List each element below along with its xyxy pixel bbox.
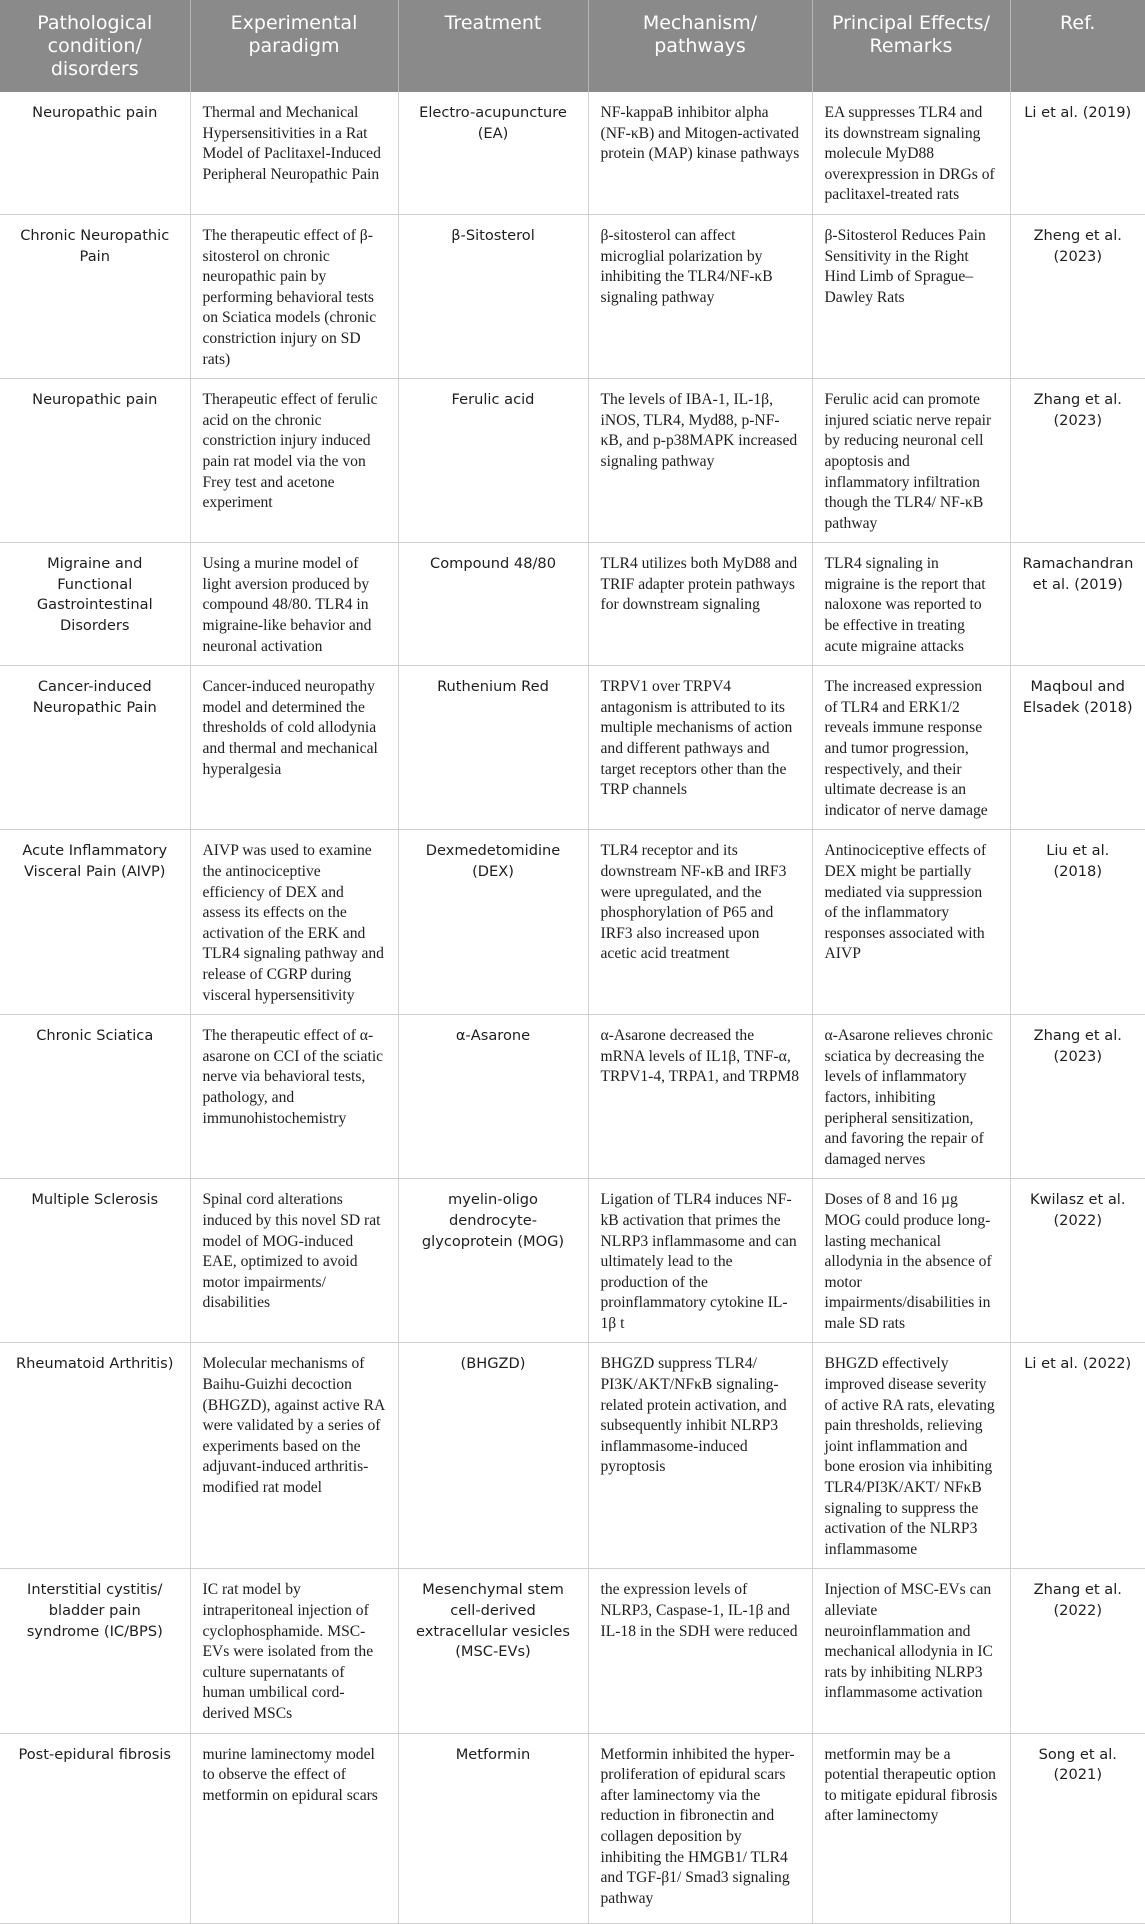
cell-effects: The increased expression of TLR4 and ERK1/2 reveals immune response and tumor progression, respectively, and their ultimate decrease is an indicator of nerve damage [812, 666, 1010, 830]
table-row [0, 543, 1145, 666]
cell-mechanism: The levels of IBA-1, IL-1β, iNOS, TLR4, Myd88, p-NF-κB, and p-p38MAPK increased signaling pathway [588, 379, 812, 543]
cell-treatment: myelin-oligo dendrocyte-glycoprotein (MOG) [398, 1179, 588, 1343]
cell-condition: Multiple Sclerosis [0, 1179, 190, 1343]
cell-condition: Rheumatoid Arthritis) [0, 1343, 190, 1569]
table-row [0, 1569, 1145, 1733]
cell-mechanism: TRPV1 over TRPV4 antagonism is attributed to its multiple mechanisms of action and different pathways and target receptors other than the TRP channels [588, 666, 812, 830]
table-row [0, 1179, 1145, 1343]
cell-ref: Zheng et al. (2023) [1010, 214, 1145, 378]
cell-mechanism: Metformin inhibited the hyper-proliferation of epidural scars after laminectomy via the reduction in fibronectin and collagen deposition by inhibiting the HMGB1/ TLR4 and TGF-β1/ Smad3 signaling pathway [588, 1733, 812, 1923]
cell-condition: Neuropathic pain [0, 92, 190, 214]
table-row [0, 92, 1145, 214]
cell-paradigm: Molecular mechanisms of Baihu-Guizhi decoction (BHGZD), against active RA were validated by a series of experiments based on the adjuvant-induced arthritis-modified rat model [190, 1343, 398, 1569]
cell-condition: Interstitial cystitis/ bladder pain syndrome (IC/BPS) [0, 1569, 190, 1733]
cell-effects: Doses of 8 and 16 µg MOG could produce long-lasting mechanical allodynia in the absence of motor impairments/disabilities in male SD rats [812, 1179, 1010, 1343]
cell-ref: Zhang et al. (2022) [1010, 1569, 1145, 1733]
cell-ref: Li et al. (2022) [1010, 1343, 1145, 1569]
header-effects: Principal Effects/ Remarks [812, 0, 1010, 92]
cell-ref: Li et al. (2019) [1010, 92, 1145, 214]
cell-paradigm: The therapeutic effect of β-sitosterol on chronic neuropathic pain by performing behavioral tests on Sciatica models (chronic constriction injury on SD rats) [190, 214, 398, 378]
cell-ref: Kwilasz et al. (2022) [1010, 1179, 1145, 1343]
cell-condition: Migraine and Functional Gastrointestinal Disorders [0, 543, 190, 666]
cell-paradigm: Spinal cord alterations induced by this novel SD rat model of MOG-induced EAE, optimized to avoid motor impairments/ disabilities [190, 1179, 398, 1343]
table-row [0, 1343, 1145, 1569]
cell-treatment: α-Asarone [398, 1015, 588, 1179]
cell-condition: Post-epidural fibrosis [0, 1733, 190, 1923]
cell-ref: Ramachandran et al. (2019) [1010, 543, 1145, 666]
cell-treatment: Electro-acupuncture (EA) [398, 92, 588, 214]
header-row [0, 0, 1145, 92]
cell-mechanism: TLR4 utilizes both MyD88 and TRIF adapter protein pathways for downstream signaling [588, 543, 812, 666]
cell-mechanism: the expression levels of NLRP3, Caspase-1, IL-1β and IL-18 in the SDH were reduced [588, 1569, 812, 1733]
cell-ref: Zhang et al. (2023) [1010, 1015, 1145, 1179]
cell-condition: Cancer-induced Neuropathic Pain [0, 666, 190, 830]
header-condition: Pathological condition/ disorders [0, 0, 190, 92]
cell-effects: EA suppresses TLR4 and its downstream signaling molecule MyD88 overexpression in DRGs of paclitaxel-treated rats [812, 92, 1010, 214]
header-treatment: Treatment [398, 0, 588, 92]
cell-condition: Acute Inflammatory Visceral Pain (AIVP) [0, 830, 190, 1015]
table-row [0, 1015, 1145, 1179]
cell-effects: Ferulic acid can promote injured sciatic nerve repair by reducing neuronal cell apoptosis and inflammatory infiltration though the TLR4/ NF-κB pathway [812, 379, 1010, 543]
header-ref: Ref. [1010, 0, 1145, 92]
cell-mechanism: BHGZD suppress TLR4/ PI3K/AKT/NFκB signaling-related protein activation, and subsequently inhibit NLRP3 inflammasome-induced pyroptosis [588, 1343, 812, 1569]
table-row [0, 1733, 1145, 1923]
cell-effects: metformin may be a potential therapeutic option to mitigate epidural fibrosis after laminectomy [812, 1733, 1010, 1923]
cell-paradigm: Using a murine model of light aversion produced by compound 48/80. TLR4 in migraine-like behavior and neuronal activation [190, 543, 398, 666]
cell-treatment: Ruthenium Red [398, 666, 588, 830]
cell-effects: TLR4 signaling in migraine is the report that naloxone was reported to be effective in treating acute migraine attacks [812, 543, 1010, 666]
cell-effects: α-Asarone relieves chronic sciatica by decreasing the levels of inflammatory factors, inhibiting peripheral sensitization, and favoring the repair of damaged nerves [812, 1015, 1010, 1179]
cell-paradigm: Therapeutic effect of ferulic acid on the chronic constriction injury induced pain rat model via the von Frey test and acetone experiment [190, 379, 398, 543]
cell-ref: Liu et al. (2018) [1010, 830, 1145, 1015]
cell-ref: Song et al. (2021) [1010, 1733, 1145, 1923]
cell-paradigm: AIVP was used to examine the antinociceptive efficiency of DEX and assess its effects on the activation of the ERK and TLR4 signaling pathway and release of CGRP during visceral hypersensitivity [190, 830, 398, 1015]
cell-mechanism: TLR4 receptor and its downstream NF-κB and IRF3 were upregulated, and the phosphorylation of P65 and IRF3 also increased upon acetic acid treatment [588, 830, 812, 1015]
cell-treatment: Metformin [398, 1733, 588, 1923]
cell-mechanism: β-sitosterol can affect microglial polarization by inhibiting the TLR4/NF-κB signaling pathway [588, 214, 812, 378]
cell-effects: Injection of MSC-EVs can alleviate neuroinflammation and mechanical allodynia in IC rats by inhibiting NLRP3 inflammasome activation [812, 1569, 1010, 1733]
cell-paradigm: IC rat model by intraperitoneal injection of cyclophosphamide. MSC-EVs were isolated from the culture supernatants of human umbilical cord-derived MSCs [190, 1569, 398, 1733]
table-row [0, 666, 1145, 830]
cell-paradigm: The therapeutic effect of α-asarone on CCI of the sciatic nerve via behavioral tests, pathology, and immunohistochemistry [190, 1015, 398, 1179]
table-body [0, 92, 1145, 1923]
cell-paradigm: Thermal and Mechanical Hypersensitivities in a Rat Model of Paclitaxel-Induced Peripheral Neuropathic Pain [190, 92, 398, 214]
cell-paradigm: Cancer-induced neuropathy model and determined the thresholds of cold allodynia and thermal and mechanical hyperalgesia [190, 666, 398, 830]
cell-treatment: (BHGZD) [398, 1343, 588, 1569]
table-row [0, 214, 1145, 378]
cell-condition: Chronic Sciatica [0, 1015, 190, 1179]
cell-treatment: Dexmedetomidine (DEX) [398, 830, 588, 1015]
cell-mechanism: α-Asarone decreased the mRNA levels of IL1β, TNF-α, TRPV1-4, TRPA1, and TRPM8 [588, 1015, 812, 1179]
cell-effects: BHGZD effectively improved disease severity of active RA rats, elevating pain thresholds, relieving joint inflammation and bone erosion via inhibiting TLR4/PI3K/AKT/ NFκB signaling to suppress the activation of the NLRP3 inflammasome [812, 1343, 1010, 1569]
table-row [0, 379, 1145, 543]
cell-treatment: Compound 48/80 [398, 543, 588, 666]
header-paradigm: Experimental paradigm [190, 0, 398, 92]
cell-condition: Chronic Neuropathic Pain [0, 214, 190, 378]
cell-treatment: Ferulic acid [398, 379, 588, 543]
cell-effects: β-Sitosterol Reduces Pain Sensitivity in the Right Hind Limb of Sprague–Dawley Rats [812, 214, 1010, 378]
table-row [0, 830, 1145, 1015]
cell-treatment: β-Sitosterol [398, 214, 588, 378]
cell-ref: Maqboul and Elsadek (2018) [1010, 666, 1145, 830]
table-header [0, 0, 1145, 92]
cell-treatment: Mesenchymal stem cell-derived extracellular vesicles (MSC-EVs) [398, 1569, 588, 1733]
header-mechanism: Mechanism/ pathways [588, 0, 812, 92]
cell-ref: Zhang et al. (2023) [1010, 379, 1145, 543]
cell-mechanism: NF-kappaB inhibitor alpha (NF-κB) and Mitogen-activated protein (MAP) kinase pathways [588, 92, 812, 214]
cell-condition: Neuropathic pain [0, 379, 190, 543]
cell-paradigm: murine laminectomy model to observe the effect of metformin on epidural scars [190, 1733, 398, 1923]
cell-mechanism: Ligation of TLR4 induces NF-kB activation that primes the NLRP3 inflammasome and can ultimately lead to the production of the proinflammatory cytokine IL-1β t [588, 1179, 812, 1343]
cell-effects: Antinociceptive effects of DEX might be partially mediated via suppression of the inflammatory responses associated with AIVP [812, 830, 1010, 1015]
